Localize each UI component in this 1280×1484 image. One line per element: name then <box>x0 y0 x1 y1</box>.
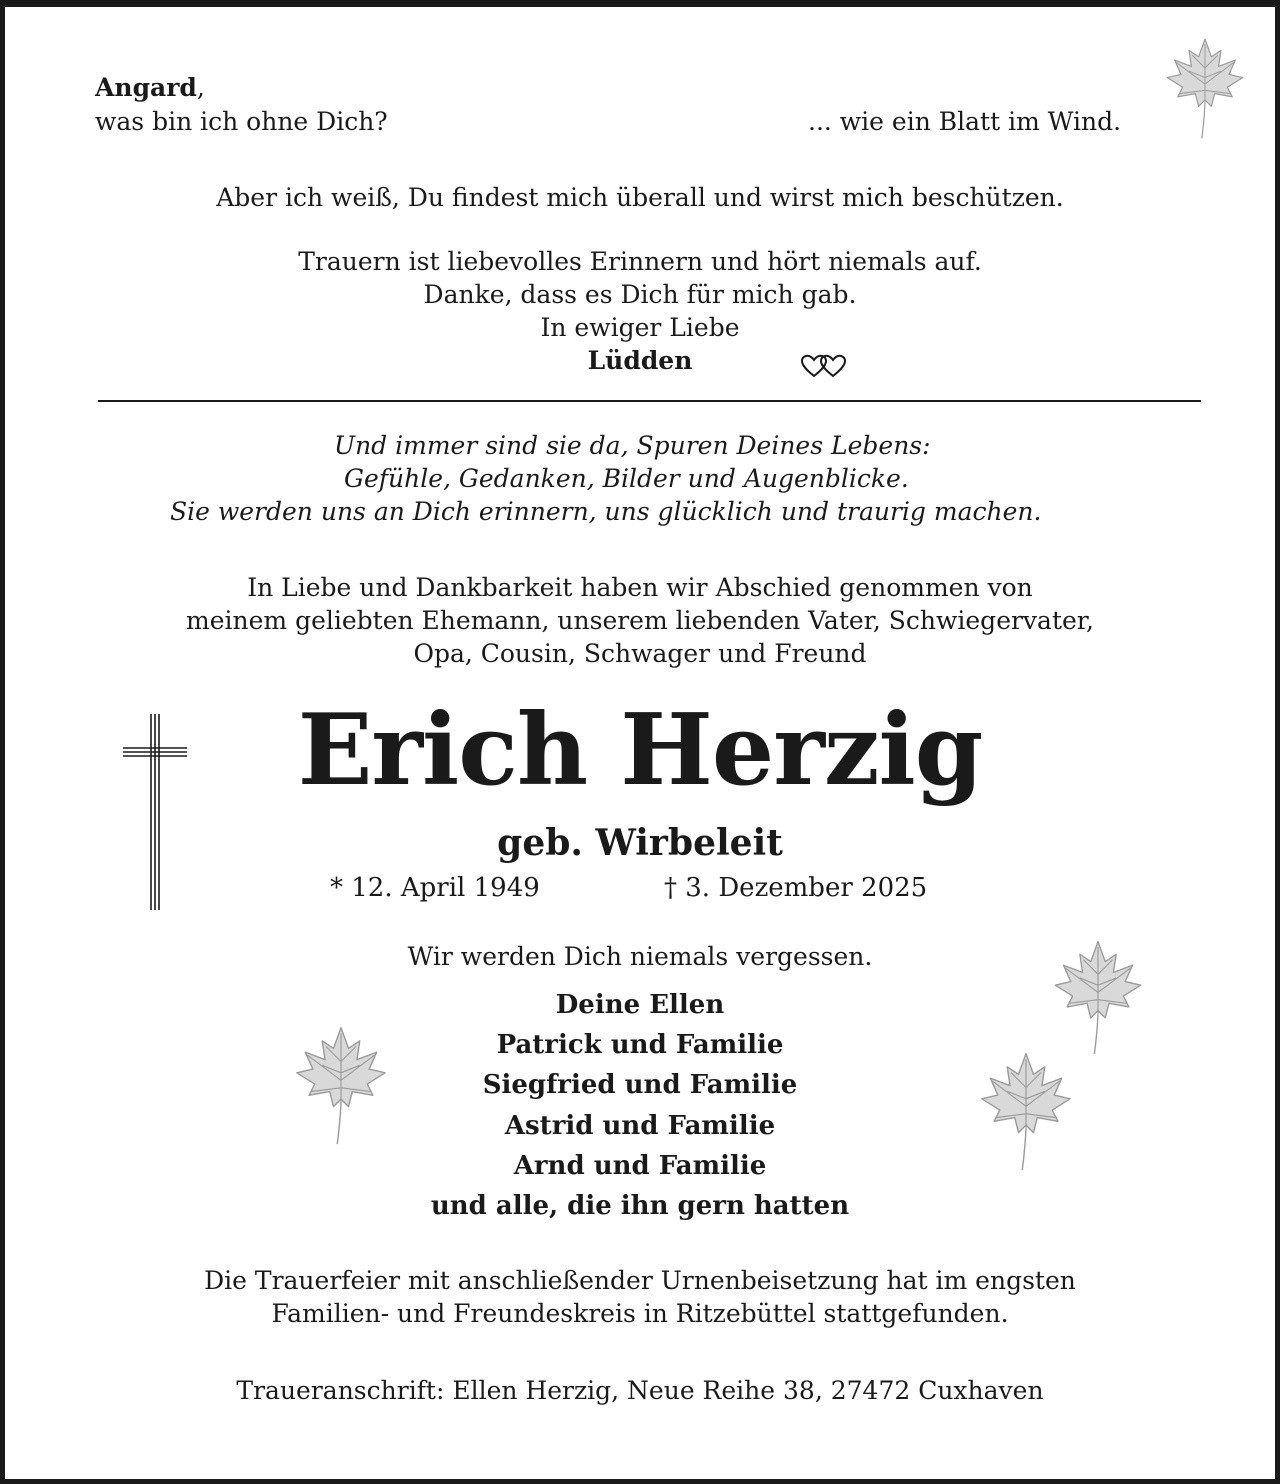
death-date: † 3. Dezember 2025 <box>664 873 928 903</box>
mourner-ellen: Deine Ellen <box>555 990 725 1020</box>
two-hearts-icon <box>800 354 850 380</box>
maple-leaf-icon <box>978 1050 1074 1172</box>
remember-line: Wir werden Dich niemals vergessen. <box>407 942 873 971</box>
poem-line-2: Gefühle, Gedanken, Bilder und Augenblicke. <box>344 464 909 493</box>
birth-name: geb. Wirbeleit <box>497 822 783 864</box>
addressee-line <box>95 72 205 104</box>
addressee-name: Angard <box>95 73 197 102</box>
top-left-line: was bin ich ohne Dich? <box>95 107 388 136</box>
signature-luedden: Lüdden <box>587 346 693 375</box>
mourner-astrid: Astrid und Familie <box>504 1111 776 1141</box>
mourner-patrick: Patrick und Familie <box>496 1030 784 1060</box>
intro-line-3: Opa, Cousin, Schwager und Freund <box>413 639 867 668</box>
maple-leaf-icon <box>293 1024 389 1146</box>
mourner-siegfried: Siegfried und Familie <box>482 1070 798 1100</box>
mourner-arnd: Arnd und Familie <box>513 1151 767 1181</box>
poem-line-1: Und immer sind sie da, Spuren Deines Lebens: <box>334 431 931 460</box>
poem-line-3: Sie werden uns an Dich erinnern, uns glücklich und traurig machen. <box>170 497 1042 526</box>
mourner-all: und alle, die ihn gern hatten <box>430 1191 850 1221</box>
mourning-address: Traueranschrift: Ellen Herzig, Neue Reihe 38, 27472 Cuxhaven <box>236 1376 1044 1405</box>
grief-line: Trauern ist liebevolles Erinnern und hört niemals auf. <box>298 247 982 276</box>
consolation-line: Aber ich weiß, Du findest mich überall und wirst mich beschützen. <box>216 183 1064 212</box>
top-right-line: ... wie ein Blatt im Wind. <box>808 107 1122 136</box>
thanks-line: Danke, dass es Dich für mich gab. <box>423 280 857 309</box>
ceremony-line-2: Familien- und Freundeskreis in Ritzebüttel stattgefunden. <box>271 1299 1009 1328</box>
intro-line-2: meinem geliebten Ehemann, unserem liebenden Vater, Schwiegervater, <box>186 606 1094 635</box>
ceremony-line-1: Die Trauerfeier mit anschließender Urnenbeisetzung hat im engsten <box>204 1266 1076 1295</box>
birth-date: * 12. April 1949 <box>330 873 540 903</box>
deceased-name: Erich Herzig <box>297 693 983 808</box>
addressee-comma: , <box>196 73 205 102</box>
section-divider <box>98 400 1201 402</box>
maple-leaf-icon <box>1052 938 1144 1056</box>
love-line: In ewiger Liebe <box>540 313 740 342</box>
intro-line-1: In Liebe und Dankbarkeit haben wir Abschied genommen von <box>247 573 1033 602</box>
maple-leaf-icon <box>1165 36 1245 140</box>
